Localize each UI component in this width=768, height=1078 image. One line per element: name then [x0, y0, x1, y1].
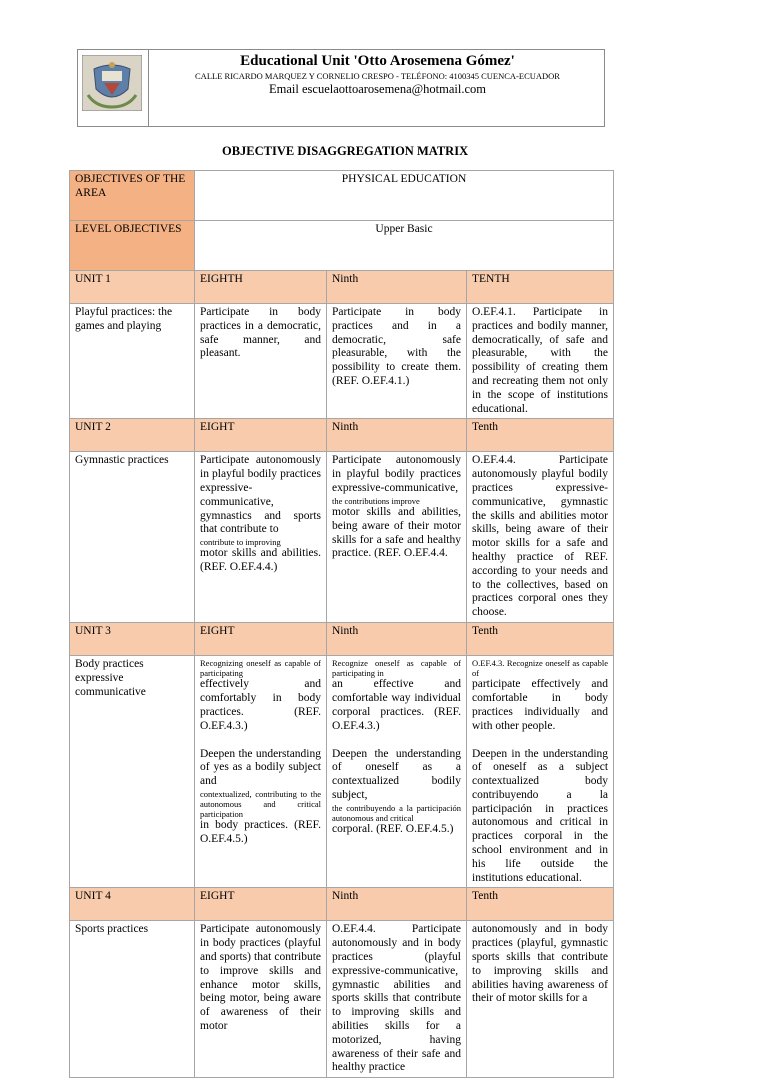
unit-topic: Gymnastic practices: [70, 452, 195, 623]
objective-text: Deepen the understanding of yes as a bodily subject and: [200, 747, 321, 788]
unit-content-row: [70, 921, 614, 1078]
objective-ninth: [327, 452, 467, 623]
logo-cell: [78, 50, 149, 126]
grade-header: Tenth: [467, 622, 614, 655]
letterhead: [77, 49, 605, 127]
objective-text-small: Recognizing oneself as capable of participating: [200, 657, 321, 679]
objective-text-small: contribute to improving: [200, 537, 281, 548]
level-value: Upper Basic: [195, 221, 614, 271]
objective-text: Deepen the understanding of oneself as a contextualized bodily subject,: [332, 747, 461, 801]
objective-text-small: contextualized, contributing to the autonomous and critical participation: [200, 788, 321, 820]
objective-text: motor skills and abilities. (REF. O.EF.4.4.): [200, 547, 321, 574]
unit-name: UNIT 1: [70, 271, 195, 304]
grade-header: EIGHT: [195, 888, 327, 921]
org-name: Educational Unit 'Otto Arosemena Gómez': [240, 53, 515, 69]
objective-text-small: the contributions improve: [332, 495, 420, 506]
grade-header: EIGHT: [195, 419, 327, 452]
objective-text-small: O.EF.4.3. Recognize oneself as capable of: [472, 657, 609, 679]
area-value: PHYSICAL EDUCATION: [195, 171, 614, 221]
unit-name: UNIT 2: [70, 419, 195, 452]
grade-header: Ninth: [327, 888, 467, 921]
school-crest-icon: [82, 55, 142, 111]
objective-text: Participate autonomously in playful bodily practices expressive-communicative,: [332, 454, 461, 494]
unit-name: UNIT 3: [70, 622, 195, 655]
spacer: [332, 734, 461, 748]
area-label: OBJECTIVES OF THE AREA: [70, 171, 195, 221]
objective-text: Deepen in the understanding of oneself as a subject contextualized body contribuyendo a la participación in practices autonomous and critical in practices corporal in the school environment and in his life outside the institutions educational.: [472, 747, 609, 884]
objective-text: Participate autonomously in playful bodily practices expressive-communicative, gymnastics and sports that contribute to: [200, 454, 321, 536]
grade-header: Tenth: [467, 888, 614, 921]
objective-tenth: autonomously and in body practices (playful, gymnastic sports skills that contribute to improving skills and abilities having awareness of their of motor skills for a: [467, 921, 614, 1078]
grade-header: TENTH: [467, 271, 614, 304]
objective-eighth: [195, 655, 327, 888]
unit-topic: Playful practices: the games and playing: [70, 304, 195, 419]
document-title: OBJECTIVE DISAGGREGATION MATRIX: [222, 144, 469, 158]
unit-header-row: [70, 622, 614, 655]
org-address: CALLE RICARDO MARQUEZ Y CORNELIO CRESPO - TELÉFONO: 4100345 CUENCA-ECUADOR: [195, 71, 560, 81]
objective-eighth: [195, 452, 327, 623]
objective-text-small: the contribuyendo a la participación autonomous and critical: [332, 802, 461, 823]
spacer: [472, 734, 608, 748]
objective-ninth: [327, 655, 467, 888]
level-label: LEVEL OBJECTIVES: [70, 221, 195, 271]
objectives-matrix: [69, 170, 614, 1078]
objective-text: motor skills and abilities, being aware of their motor skills for a safe and healthy practice. (REF. O.EF.4.4.: [332, 505, 461, 560]
area-row: [70, 171, 614, 221]
objective-tenth: O.EF.4.4. Participate autonomously playful bodily practices expressive-communicative, gymnastic the skills and abilities motor skills, being aware of their motor skills for a safe and healthy practice of REF. according to your needs and to the collectives, based on practices corporal ones they choose.: [467, 452, 614, 623]
unit-topic: Sports practices: [70, 921, 195, 1078]
unit-content-row: [70, 304, 614, 419]
grade-header: Tenth: [467, 419, 614, 452]
unit-header-row: [70, 888, 614, 921]
unit-content-row: [70, 655, 614, 888]
org-email: Email escuelaottoarosemena@hotmail.com: [269, 82, 486, 96]
unit-name: UNIT 4: [70, 888, 195, 921]
level-row: [70, 221, 614, 271]
grade-header: Ninth: [327, 419, 467, 452]
unit-content-row: [70, 452, 614, 623]
objective-eighth: Participate autonomously in body practices (playful and sports) that contribute to improve skills and enhance motor skills, being motor, being aware of awareness of their motor: [195, 921, 327, 1078]
objective-tenth: [467, 655, 614, 888]
grade-header: EIGHTH: [195, 271, 327, 304]
objective-ninth: O.EF.4.4. Participate autonomously and in body practices (playful expressive-communicative, gymnastic abilities and sports skills that contribute to improving skills and abilities skills for a motorized, having awareness of their safe and healthy practice: [327, 921, 467, 1078]
unit-header-row: [70, 271, 614, 304]
objective-ninth: Participate in body practices and in a democratic, safe pleasurable, with the possibility to create them. (REF. O.EF.4.1.): [327, 304, 467, 419]
objective-text: effectively and comfortably in body practices. (REF. O.EF.4.3.): [200, 678, 321, 732]
objective-tenth: O.EF.4.1. Participate in practices and bodily manner, democratically, of safe and pleasurable, with the possibility of creating them and recreating them not only in the scope of institutions educational.: [467, 304, 614, 419]
grade-header: Ninth: [327, 622, 467, 655]
unit-header-row: [70, 419, 614, 452]
grade-header: Ninth: [327, 271, 467, 304]
objective-text-small: Recognize oneself as capable of participating in: [332, 657, 461, 679]
grade-header: EIGHT: [195, 622, 327, 655]
objective-text: in body practices. (REF. O.EF.4.5.): [200, 819, 321, 846]
unit-topic: Body practices expressive communicative: [70, 655, 195, 888]
objective-eighth: Participate in body practices in a democratic, safe manner, and pleasant.: [195, 304, 327, 419]
objective-text: participate effectively and comfortable in body practices individually and with other people.: [472, 678, 609, 732]
objective-text: corporal. (REF. O.EF.4.5.): [332, 823, 454, 836]
spacer: [200, 734, 321, 748]
objective-text: an effective and comfortable way individual corporal practices. (REF. O.EF.4.3.): [332, 678, 461, 732]
